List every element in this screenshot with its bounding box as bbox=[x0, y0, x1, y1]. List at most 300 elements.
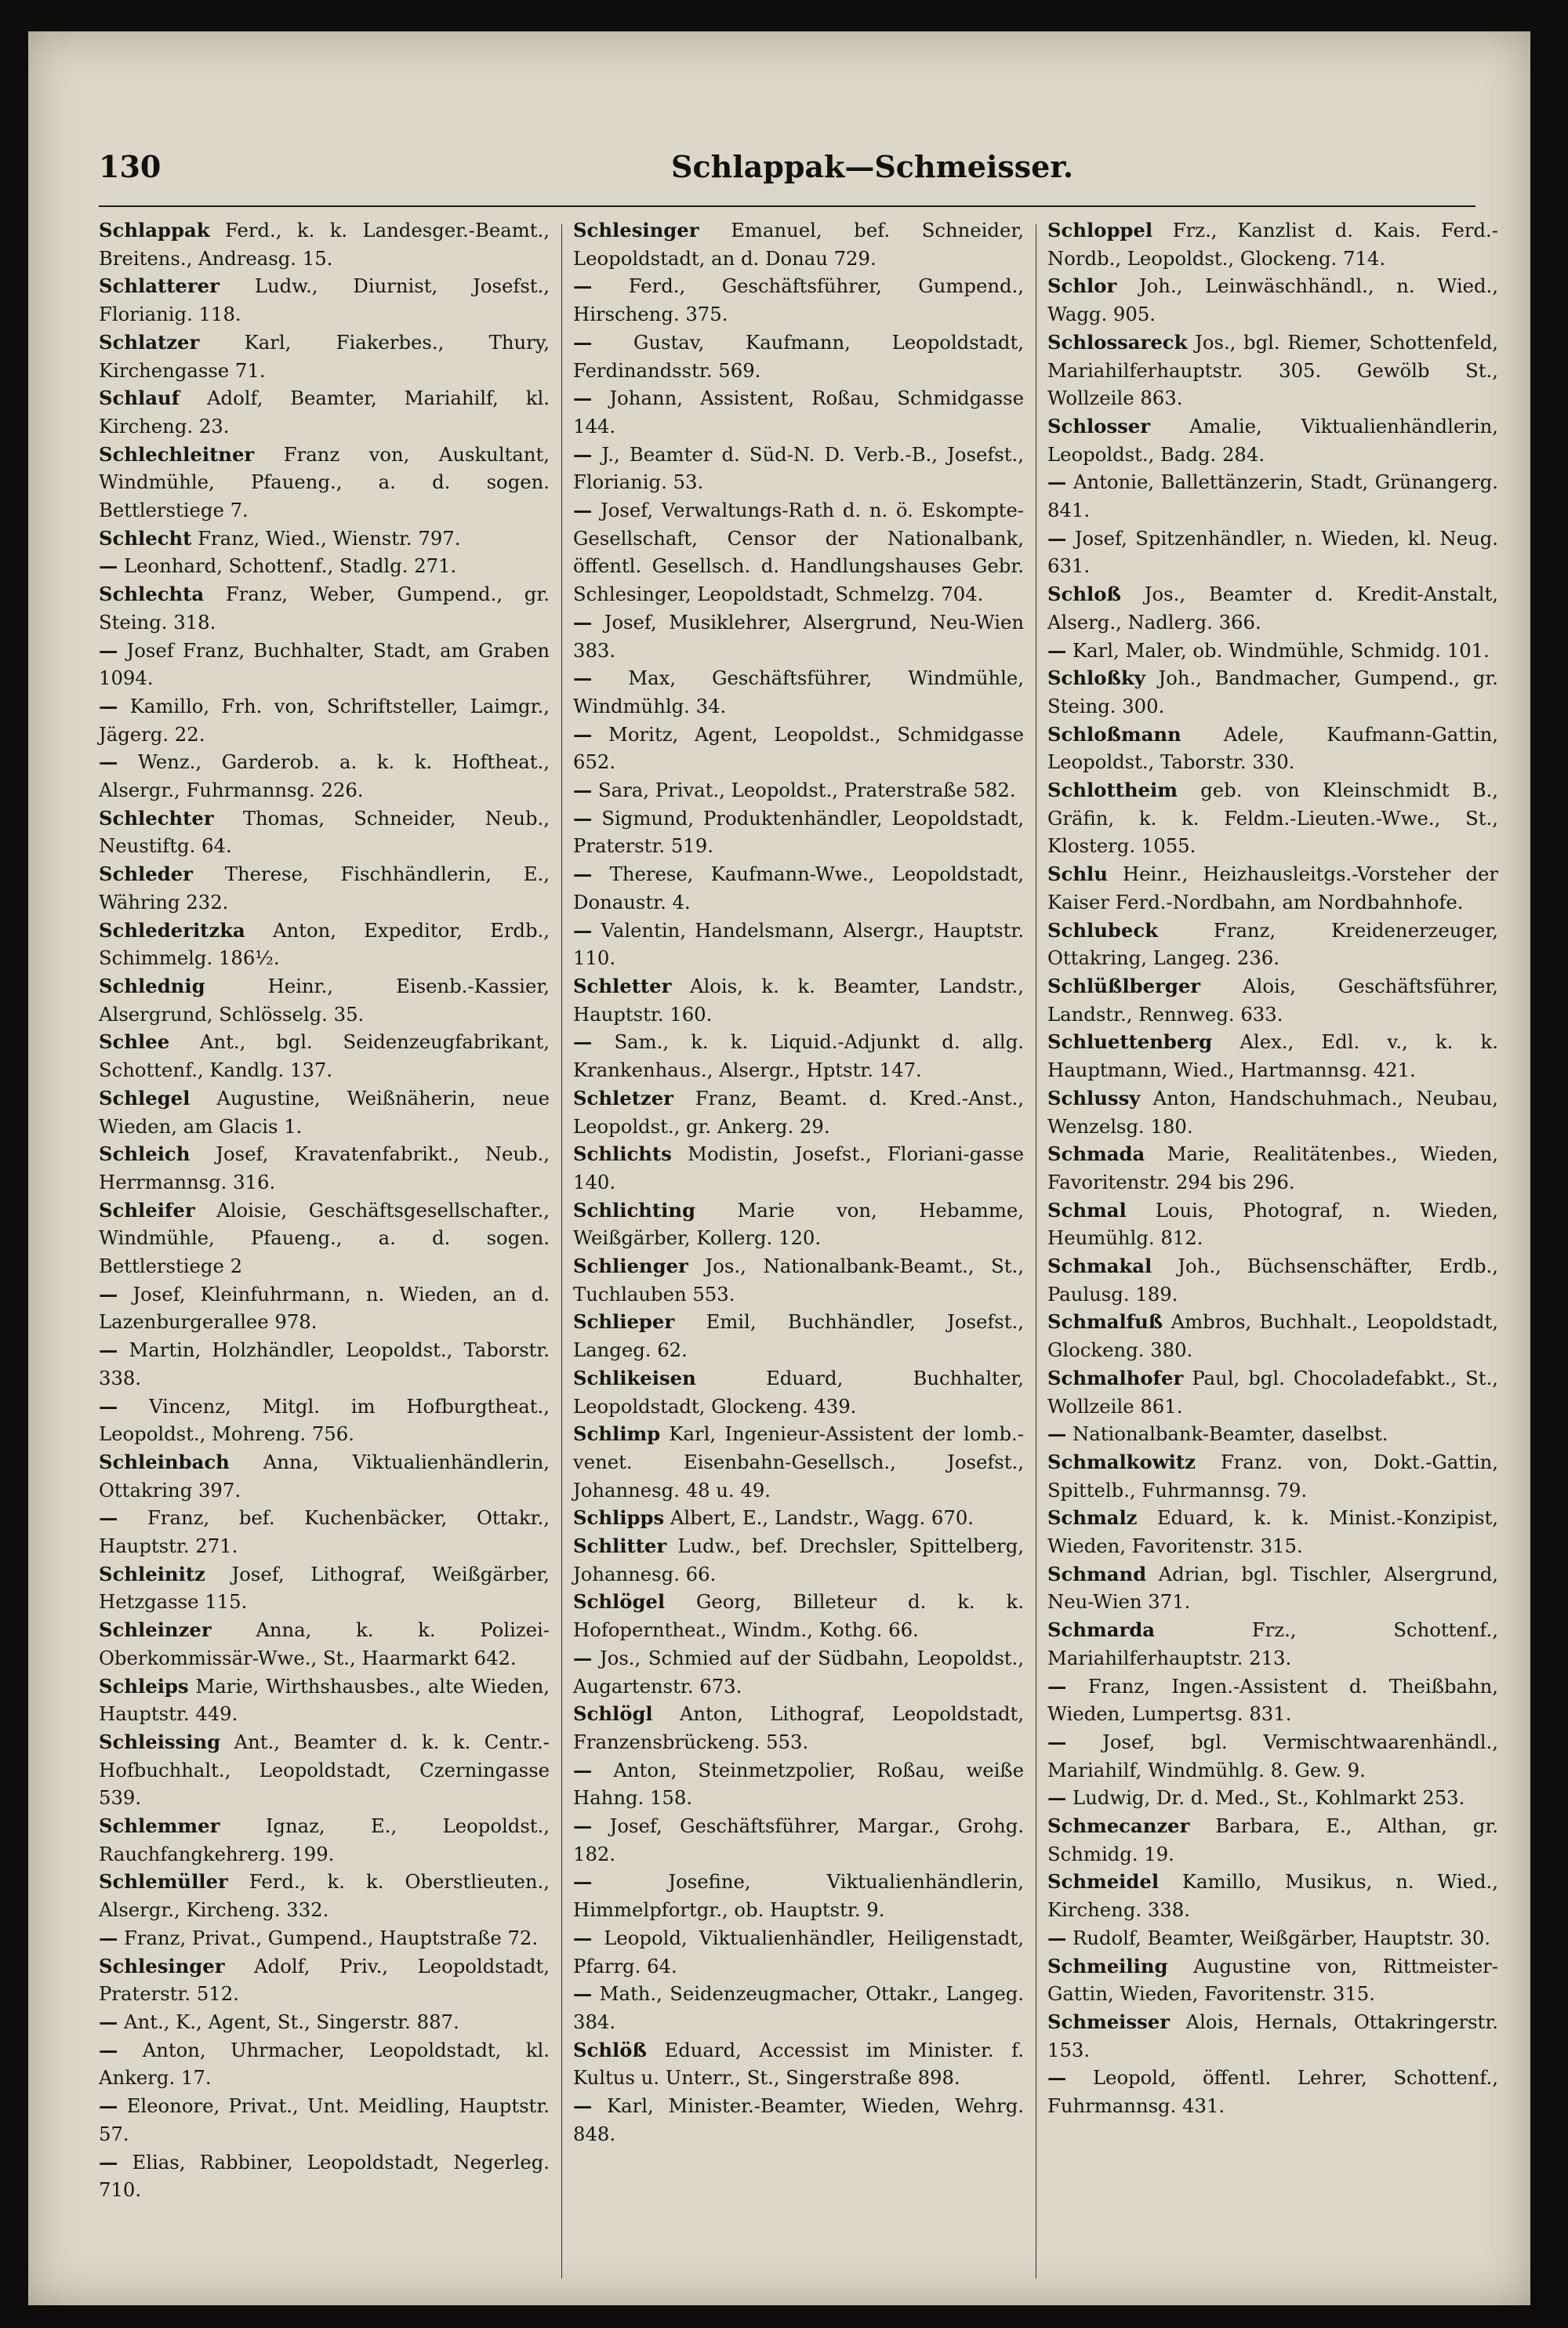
entry-details: Franz, Kreidenerzeuger, Ottakring, Langeg. 236. bbox=[1047, 918, 1498, 970]
directory-entry bbox=[1047, 1197, 1498, 1252]
entry-details: Gustav, Kaufmann, Leopoldstadt, Ferdinandsstr. 569. bbox=[573, 330, 1024, 382]
directory-entry bbox=[1047, 1448, 1498, 1504]
entry-details: Jos., Nationalbank-Beamt., St., Tuchlauben 553. bbox=[573, 1255, 1024, 1306]
entry-surname: Schlatterer bbox=[99, 274, 220, 298]
entry-details: Jos., Schmied auf der Südbahn, Leopoldst., Augartenstr. 673. bbox=[573, 1646, 1024, 1698]
entry-details: Alex., Edl. v., k. k. Hauptmann, Wied., Hartmannsg. 421. bbox=[1047, 1030, 1498, 1082]
entry-details: Sigmund, Produktenhändler, Leopoldstadt, Praterstr. 519. bbox=[573, 806, 1024, 858]
directory-entry bbox=[99, 1140, 550, 1196]
directory-entry bbox=[99, 1448, 550, 1504]
entry-surname: — bbox=[573, 1030, 593, 1054]
entry-details: Kamillo, Musikus, n. Wied., Kircheng. 338. bbox=[1047, 1870, 1498, 1922]
entry-surname: — bbox=[99, 1282, 118, 1306]
directory-entry bbox=[573, 776, 1024, 804]
entry-surname: Schlemüller bbox=[99, 1870, 228, 1894]
entry-details: Alois, Hernals, Ottakringerstr. 153. bbox=[1047, 2010, 1498, 2061]
entry-details: Marie, Wirthshausbes., alte Wieden, Hauptstr. 449. bbox=[99, 1674, 550, 1726]
entry-surname: — bbox=[99, 554, 118, 578]
entry-columns bbox=[99, 216, 1510, 2286]
directory-entry bbox=[1047, 1140, 1498, 1196]
entry-details: Math., Seidenzeugmacher, Ottakr., Langeg. 384. bbox=[573, 1982, 1024, 2033]
entry-surname: Schlussy bbox=[1047, 1086, 1141, 1110]
directory-entry bbox=[573, 216, 1024, 272]
entry-surname: Schloßmann bbox=[1047, 722, 1181, 746]
entry-surname: Schloß bbox=[1047, 583, 1121, 606]
directory-entry bbox=[99, 552, 550, 580]
entry-details: Antonie, Ballettänzerin, Stadt, Grünangerg. 841. bbox=[1047, 470, 1498, 522]
entry-details: Alois, k. k. Beamter, Landstr., Hauptstr. 160. bbox=[573, 974, 1024, 1026]
entry-surname: — bbox=[573, 666, 593, 690]
entry-surname: — bbox=[99, 750, 118, 774]
entry-details: Adolf, Beamter, Mariahilf, kl. Kircheng. 23. bbox=[99, 387, 550, 438]
entry-details: Josef, Geschäftsführer, Margar., Grohg. 182. bbox=[573, 1814, 1024, 1865]
entry-details: Augustine, Weißnäherin, neue Wieden, am Glacis 1. bbox=[99, 1086, 550, 1138]
entry-surname: Schletter bbox=[573, 974, 672, 997]
directory-entry bbox=[99, 1924, 550, 1952]
entry-surname: Schmeiling bbox=[1047, 1954, 1168, 1978]
entry-surname: — bbox=[573, 1926, 593, 1949]
entry-surname: Schmand bbox=[1047, 1562, 1147, 1585]
entry-details: Leopold, Viktualienhändler, Heiligenstadt, Pfarrg. 64. bbox=[573, 1926, 1024, 1978]
entry-details: Leopold, öffentl. Lehrer, Schottenf., Fuhrmannsg. 431. bbox=[1047, 2066, 1498, 2118]
running-head: Schlappak—Schmeisser. bbox=[671, 149, 1074, 184]
entry-details: Modistin, Josefst., Floriani-gasse 140. bbox=[573, 1142, 1024, 1193]
entry-surname: — bbox=[99, 1394, 118, 1418]
directory-page bbox=[28, 31, 1530, 2305]
directory-entry bbox=[99, 1197, 550, 1280]
entry-surname: Schlüßlberger bbox=[1047, 974, 1201, 997]
directory-entry bbox=[1047, 776, 1498, 860]
entry-surname: Schleips bbox=[99, 1674, 189, 1698]
entry-surname: Schloppel bbox=[1047, 219, 1153, 242]
directory-entry bbox=[1047, 2008, 1498, 2064]
page-header bbox=[99, 149, 1475, 196]
entry-surname: Schlor bbox=[1047, 274, 1117, 298]
entry-details: Franz, Privat., Gumpend., Hauptstraße 72. bbox=[124, 1926, 539, 1949]
directory-entry bbox=[99, 860, 550, 916]
entry-surname: Schlosser bbox=[1047, 414, 1151, 438]
entry-surname: Schlesinger bbox=[99, 1954, 225, 1978]
page-number: 130 bbox=[99, 149, 162, 184]
entry-details: Marie, Realitätenbes., Wieden, Favoritenstr. 294 bis 296. bbox=[1047, 1142, 1498, 1193]
directory-entry bbox=[573, 1028, 1024, 1084]
entry-details: Elias, Rabbiner, Leopoldstadt, Negerleg. 710. bbox=[99, 2150, 550, 2202]
entry-surname: — bbox=[1047, 1422, 1067, 1446]
entry-details: Josef, Musiklehrer, Alsergrund, Neu-Wien 383. bbox=[573, 610, 1024, 662]
directory-entry bbox=[1047, 525, 1498, 580]
entry-details: Josefine, Viktualienhändlerin, Himmelpfortgr., ob. Hauptstr. 9. bbox=[573, 1870, 1024, 1922]
entry-details: Anton, Expeditor, Erdb., Schimmelg. 186½. bbox=[99, 918, 550, 970]
entry-details: Franz, Beamt. d. Kred.-Anst., Leopoldst., gr. Ankerg. 29. bbox=[573, 1086, 1024, 1138]
directory-entry bbox=[1047, 216, 1498, 272]
entry-details: Frz., Schottenf., Mariahilferhauptstr. 213. bbox=[1047, 1618, 1498, 1669]
entry-details: Ludw., bef. Drechsler, Spittelberg, Johannesg. 66. bbox=[573, 1534, 1024, 1585]
entry-surname: Schlögl bbox=[573, 1702, 653, 1726]
entry-details: Anton, Lithograf, Leopoldstadt, Franzensbrückeng. 553. bbox=[573, 1702, 1024, 1753]
entry-details: Ambros, Buchhalt., Leopoldstadt, Glockeng. 380. bbox=[1047, 1310, 1498, 1362]
entry-surname: — bbox=[573, 1814, 593, 1838]
entry-details: Franz, Weber, Gumpend., gr. Steing. 318. bbox=[99, 583, 550, 634]
entry-surname: Schlottheim bbox=[1047, 779, 1178, 802]
directory-entry bbox=[573, 2036, 1024, 2092]
entry-surname: — bbox=[99, 2038, 118, 2061]
directory-entry bbox=[573, 496, 1024, 608]
entry-surname: Schlimp bbox=[573, 1422, 661, 1446]
directory-entry bbox=[1047, 917, 1498, 972]
entry-surname: Schlögel bbox=[573, 1590, 666, 1614]
directory-entry bbox=[573, 1197, 1024, 1252]
directory-entry bbox=[1047, 329, 1498, 412]
entry-details: Heinr., Heizhausleitgs.-Vorsteher der Kaiser Ferd.-Nordbahn, am Nordbahnhofe. bbox=[1047, 863, 1498, 913]
directory-entry bbox=[99, 972, 550, 1028]
directory-entry bbox=[1047, 1084, 1498, 1140]
entry-details: Wenz., Garderob. a. k. k. Hoftheat., Alsergr., Fuhrmannsg. 226. bbox=[99, 750, 550, 802]
entry-details: Eduard, Accessist im Minister. f. Kultus u. Unterr., St., Singerstraße 898. bbox=[573, 2038, 1024, 2090]
entry-details: Therese, Fischhändlerin, E., Währing 232. bbox=[99, 863, 550, 913]
entry-details: Nationalbank-Beamter, daselbst. bbox=[1073, 1422, 1388, 1446]
entry-details: Eleonore, Privat., Unt. Meidling, Hauptstr. 57. bbox=[99, 2094, 550, 2145]
entry-details: Eduard, k. k. Minist.-Konzipist, Wieden, Favoritenstr. 315. bbox=[1047, 1506, 1498, 1558]
entry-details: Franz. von, Dokt.-Gattin, Spittelb., Fuhrmannsg. 79. bbox=[1047, 1450, 1498, 1502]
directory-entry bbox=[1047, 1616, 1498, 1672]
entry-details: geb. von Kleinschmidt B., Gräfin, k. k. Feldm.-Lieuten.-Wwe., St., Klosterg. 1055. bbox=[1047, 779, 1498, 858]
entry-surname: Schlu bbox=[1047, 863, 1108, 886]
entry-surname: — bbox=[1047, 470, 1067, 494]
entry-surname: Schlieper bbox=[573, 1310, 675, 1334]
entry-details: Josef, Kravatenfabrikt., Neub., Herrmannsg. 316. bbox=[99, 1142, 550, 1193]
entry-details: J., Beamter d. Süd-N. D. Verb.-B., Josefst., Florianig. 53. bbox=[573, 442, 1024, 494]
entry-surname: Schluettenberg bbox=[1047, 1030, 1213, 1054]
entry-details: Valentin, Handelsmann, Alsergr., Hauptstr. 110. bbox=[573, 918, 1024, 970]
entry-surname: Schmal bbox=[1047, 1198, 1127, 1222]
entry-surname: Schletzer bbox=[573, 1086, 673, 1110]
directory-entry bbox=[99, 580, 550, 636]
entry-details: Johann, Assistent, Roßau, Schmidgasse 144. bbox=[573, 387, 1024, 438]
directory-entry bbox=[99, 525, 550, 553]
entry-details: Jos., bgl. Riemer, Schottenfeld, Mariahilferhauptstr. 305. Gewölb St., Wollzeile 863. bbox=[1047, 330, 1498, 410]
entry-surname: Schleich bbox=[99, 1142, 191, 1166]
entry-surname: — bbox=[1047, 2066, 1067, 2090]
entry-details: Rudolf, Beamter, Weißgärber, Hauptstr. 30. bbox=[1073, 1926, 1491, 1949]
entry-details: Kamillo, Frh. von, Schriftsteller, Laimgr., Jägerg. 22. bbox=[99, 694, 550, 746]
entry-details: Joh., Leinwäschhändl., n. Wied., Wagg. 905. bbox=[1047, 274, 1498, 326]
directory-entry bbox=[1047, 1308, 1498, 1364]
entry-surname: Schmakal bbox=[1047, 1255, 1152, 1278]
entry-surname: Schlipps bbox=[573, 1506, 665, 1530]
entry-surname: — bbox=[99, 638, 118, 662]
entry-details: Joh., Büchsenschäfter, Erdb., Paulusg. 189. bbox=[1047, 1255, 1498, 1306]
directory-entry bbox=[99, 804, 550, 860]
entry-surname: — bbox=[573, 722, 593, 746]
entry-details: Anton, Steinmetzpolier, Roßau, weiße Hahng. 158. bbox=[573, 1758, 1024, 1810]
directory-entry bbox=[99, 216, 550, 272]
entry-surname: Schlechta bbox=[99, 583, 205, 606]
directory-entry bbox=[99, 917, 550, 972]
entry-surname: — bbox=[1047, 1786, 1067, 1810]
directory-entry bbox=[1047, 721, 1498, 776]
directory-entry bbox=[573, 2092, 1024, 2148]
entry-details: Anna, Viktualienhändlerin, Ottakring 397. bbox=[99, 1450, 550, 1502]
entry-details: Ant., K., Agent, St., Singerstr. 887. bbox=[124, 2010, 459, 2033]
entry-surname: Schmarda bbox=[1047, 1618, 1155, 1642]
directory-entry bbox=[573, 1644, 1024, 1700]
entry-surname: Schlechter bbox=[99, 806, 214, 830]
directory-entry bbox=[99, 2148, 550, 2204]
directory-entry bbox=[99, 2008, 550, 2036]
directory-entry bbox=[573, 1700, 1024, 1756]
entry-surname: Schlederitzka bbox=[99, 918, 245, 942]
entry-details: Vincenz, Mitgl. im Hofburgtheat., Leopoldst., Mohreng. 756. bbox=[99, 1394, 550, 1446]
entry-surname: Schlitter bbox=[573, 1534, 667, 1558]
directory-entry bbox=[1047, 1728, 1498, 1784]
entry-surname: Schlichts bbox=[573, 1142, 672, 1166]
entry-surname: — bbox=[1047, 638, 1067, 662]
entry-details: Anton, Handschuhmach., Neubau, Wenzelsg. 180. bbox=[1047, 1086, 1498, 1138]
entry-surname: Schmeidel bbox=[1047, 1870, 1160, 1894]
entry-surname: Schlauf bbox=[99, 387, 180, 410]
entry-details: Emanuel, bef. Schneider, Leopoldstadt, an d. Donau 729. bbox=[573, 219, 1024, 270]
entry-details: Karl, Fiakerbes., Thury, Kirchengasse 71. bbox=[99, 330, 550, 382]
entry-details: Jos., Beamter d. Kredit-Anstalt, Alserg., Nadlerg. 366. bbox=[1047, 583, 1498, 634]
directory-entry bbox=[99, 692, 550, 748]
entry-surname: Schleinitz bbox=[99, 1562, 205, 1585]
directory-entry bbox=[573, 272, 1024, 328]
entry-details: Anna, k. k. Polizei-Oberkommissär-Wwe., St., Haarmarkt 642. bbox=[99, 1618, 550, 1669]
directory-entry bbox=[1047, 1812, 1498, 1868]
entry-surname: Schlienger bbox=[573, 1255, 688, 1278]
entry-details: Adele, Kaufmann-Gattin, Leopoldst., Taborstr. 330. bbox=[1047, 722, 1498, 774]
directory-entry bbox=[1047, 2064, 1498, 2119]
entry-details: Max, Geschäftsführer, Windmühle, Windmühlg. 34. bbox=[573, 666, 1024, 717]
entry-details: Louis, Photograf, n. Wieden, Heumühlg. 812. bbox=[1047, 1198, 1498, 1250]
entry-details: Sam., k. k. Liquid.-Adjunkt d. allg. Krankenhaus., Alsergr., Hptstr. 147. bbox=[573, 1030, 1024, 1082]
entry-surname: Schleissing bbox=[99, 1730, 221, 1753]
directory-entry bbox=[99, 2036, 550, 2092]
entry-surname: — bbox=[99, 1506, 118, 1530]
entry-surname: Schmalhofer bbox=[1047, 1366, 1184, 1389]
directory-entry bbox=[1047, 412, 1498, 468]
entry-details: Paul, bgl. Chocoladefabkt., St., Wollzeile 861. bbox=[1047, 1366, 1498, 1418]
directory-entry bbox=[573, 972, 1024, 1028]
entry-surname: Schleifer bbox=[99, 1198, 195, 1222]
directory-entry bbox=[99, 272, 550, 328]
entry-surname: — bbox=[573, 1870, 593, 1894]
entry-details: Franz, Wied., Wienstr. 797. bbox=[198, 526, 461, 550]
column-2 bbox=[573, 216, 1024, 2286]
entry-surname: — bbox=[99, 1338, 118, 1362]
directory-entry bbox=[1047, 580, 1498, 636]
entry-details: Georg, Billeteur d. k. k. Hofoperntheat., Windm., Kothg. 66. bbox=[573, 1590, 1024, 1642]
directory-entry bbox=[1047, 637, 1498, 665]
directory-entry bbox=[573, 1756, 1024, 1812]
directory-entry bbox=[573, 860, 1024, 916]
entry-details: Aloisie, Geschäftsgesellschafter., Windmühle, Pfaueng., a. d. sogen. Bettlerstiege 2 bbox=[99, 1198, 550, 1278]
entry-details: Alois, Geschäftsführer, Landstr., Rennweg. 633. bbox=[1047, 974, 1498, 1026]
entry-details: Karl, Maler, ob. Windmühle, Schmidg. 101. bbox=[1073, 638, 1490, 662]
entry-details: Ludw., Diurnist, Josefst., Florianig. 118. bbox=[99, 274, 550, 326]
entry-surname: Schlegel bbox=[99, 1086, 191, 1110]
directory-entry bbox=[1047, 972, 1498, 1028]
entry-details: Ferd., k. k. Oberstlieuten., Alsergr., Kircheng. 332. bbox=[99, 1870, 550, 1922]
entry-details: Franz, Ingen.-Assistent d. Theißbahn, Wieden, Lumpertsg. 831. bbox=[1047, 1674, 1498, 1726]
entry-surname: Schmalz bbox=[1047, 1506, 1138, 1530]
entry-details: Ludwig, Dr. d. Med., St., Kohlmarkt 253. bbox=[1073, 1786, 1465, 1810]
entry-details: Ant., bgl. Seidenzeugfabrikant, Schottenf., Kandlg. 137. bbox=[99, 1030, 550, 1082]
directory-entry bbox=[573, 441, 1024, 496]
directory-entry bbox=[573, 1420, 1024, 1504]
directory-entry bbox=[1047, 664, 1498, 720]
entry-details: Ferd., k. k. Landesger.-Beamt., Breitens., Andreasg. 15. bbox=[99, 219, 550, 270]
entry-surname: Schlikeisen bbox=[573, 1366, 696, 1389]
directory-entry bbox=[573, 384, 1024, 440]
entry-surname: — bbox=[573, 499, 593, 522]
entry-details: Josef, Verwaltungs-Rath d. n. ö. Eskompte-Gesellschaft, Censor der Nationalbank, öffentl. Gesellsch. d. Handlungshauses Gebr. Schlesinger, Leopoldstadt, Schmelzg. 704. bbox=[573, 499, 1024, 606]
directory-entry bbox=[573, 1084, 1024, 1140]
entry-surname: — bbox=[573, 330, 593, 354]
directory-entry bbox=[573, 608, 1024, 664]
directory-entry bbox=[573, 1140, 1024, 1196]
entry-details: Albert, E., Landstr., Wagg. 670. bbox=[670, 1506, 975, 1530]
entry-surname: Schlee bbox=[99, 1030, 170, 1054]
directory-entry bbox=[99, 637, 550, 692]
entry-details: Marie von, Hebamme, Weißgärber, Kollerg. 120. bbox=[573, 1198, 1024, 1250]
entry-surname: — bbox=[1047, 526, 1067, 550]
entry-details: Sara, Privat., Leopoldst., Praterstraße 582. bbox=[598, 779, 1016, 802]
directory-entry bbox=[1047, 1252, 1498, 1308]
column-3 bbox=[1047, 216, 1498, 2286]
entry-surname: Schmalfuß bbox=[1047, 1310, 1163, 1334]
entry-surname: — bbox=[573, 863, 593, 886]
directory-entry bbox=[99, 1280, 550, 1336]
directory-entry bbox=[573, 1504, 1024, 1532]
directory-entry bbox=[99, 1336, 550, 1392]
directory-entry bbox=[573, 1980, 1024, 2036]
entry-details: Ignaz, E., Leopoldst., Rauchfangkehrerg. 199. bbox=[99, 1814, 550, 1865]
directory-entry bbox=[99, 1560, 550, 1616]
entry-details: Eduard, Buchhalter, Leopoldstadt, Glockeng. 439. bbox=[573, 1366, 1024, 1418]
entry-details: Thomas, Schneider, Neub., Neustiftg. 64. bbox=[99, 806, 550, 858]
directory-entry bbox=[1047, 1364, 1498, 1420]
entry-details: Karl, Minister.-Beamter, Wieden, Wehrg. 848. bbox=[573, 2094, 1024, 2145]
directory-entry bbox=[1047, 1028, 1498, 1084]
directory-entry bbox=[573, 1588, 1024, 1643]
entry-surname: — bbox=[573, 1758, 593, 1781]
directory-entry bbox=[573, 1868, 1024, 1923]
entry-surname: Schmalkowitz bbox=[1047, 1450, 1196, 1473]
directory-entry bbox=[99, 1728, 550, 1812]
directory-entry bbox=[573, 1532, 1024, 1588]
entry-surname: Schloßky bbox=[1047, 666, 1145, 690]
directory-entry bbox=[1047, 1784, 1498, 1812]
entry-details: Barbara, E., Althan, gr. Schmidg. 19. bbox=[1047, 1814, 1498, 1865]
entry-surname: Schlecht bbox=[99, 526, 192, 550]
directory-entry bbox=[1047, 1504, 1498, 1560]
entry-surname: — bbox=[1047, 1674, 1067, 1698]
directory-entry bbox=[99, 748, 550, 804]
entry-details: Anton, Uhrmacher, Leopoldstadt, kl. Ankerg. 17. bbox=[99, 2038, 550, 2090]
directory-entry bbox=[99, 2092, 550, 2148]
directory-entry bbox=[99, 1812, 550, 1868]
directory-entry bbox=[1047, 1952, 1498, 2008]
entry-details: Amalie, Viktualienhändlerin, Leopoldst., Badg. 284. bbox=[1047, 414, 1498, 466]
entry-details: Moritz, Agent, Leopoldst., Schmidgasse 652. bbox=[573, 722, 1024, 774]
entry-details: Ferd., Geschäftsführer, Gumpend., Hirscheng. 375. bbox=[573, 274, 1024, 326]
directory-entry bbox=[573, 1308, 1024, 1364]
directory-entry bbox=[99, 384, 550, 440]
entry-surname: — bbox=[99, 2150, 118, 2174]
entry-surname: — bbox=[99, 1926, 118, 1949]
directory-entry bbox=[1047, 272, 1498, 328]
entry-surname: Schlednig bbox=[99, 974, 205, 997]
directory-entry bbox=[1047, 860, 1498, 916]
directory-entry bbox=[573, 664, 1024, 720]
directory-entry bbox=[573, 1252, 1024, 1308]
entry-surname: — bbox=[99, 2094, 118, 2118]
entry-surname: — bbox=[573, 1646, 593, 1669]
entry-details: Martin, Holzhändler, Leopoldst., Taborstr. 338. bbox=[99, 1338, 550, 1389]
entry-surname: — bbox=[573, 274, 593, 298]
directory-entry bbox=[99, 1504, 550, 1560]
directory-entry bbox=[99, 1672, 550, 1728]
entry-surname: — bbox=[99, 694, 118, 717]
header-rule bbox=[99, 205, 1475, 207]
entry-surname: — bbox=[573, 610, 593, 634]
entry-details: Adrian, bgl. Tischler, Alsergrund, Neu-Wien 371. bbox=[1047, 1562, 1498, 1614]
directory-entry bbox=[1047, 1420, 1498, 1448]
entry-surname: Schlubeck bbox=[1047, 918, 1158, 942]
entry-surname: Schlappak bbox=[99, 219, 210, 242]
entry-details: Josef, Spitzenhändler, n. Wieden, kl. Neug. 631. bbox=[1047, 526, 1498, 578]
entry-details: Emil, Buchhändler, Josefst., Langeg. 62. bbox=[573, 1310, 1024, 1362]
entry-surname: — bbox=[573, 2094, 593, 2118]
entry-surname: Schmecanzer bbox=[1047, 1814, 1190, 1838]
directory-entry bbox=[573, 804, 1024, 860]
entry-details: Ant., Beamter d. k. k. Centr.-Hofbuchhalt., Leopoldstadt, Czerningasse 539. bbox=[99, 1730, 550, 1810]
entry-surname: Schlesinger bbox=[573, 219, 699, 242]
entry-surname: — bbox=[573, 806, 593, 830]
entry-details: Heinr., Eisenb.-Kassier, Alsergrund, Schlösselg. 35. bbox=[99, 974, 550, 1026]
entry-surname: Schleder bbox=[99, 863, 193, 886]
entry-details: Joh., Bandmacher, Gumpend., gr. Steing. 300. bbox=[1047, 666, 1498, 717]
entry-surname: — bbox=[573, 442, 593, 466]
directory-entry bbox=[99, 1952, 550, 2008]
directory-entry bbox=[99, 1028, 550, 1084]
entry-surname: — bbox=[573, 387, 593, 410]
directory-entry bbox=[1047, 1672, 1498, 1728]
entry-surname: — bbox=[573, 1982, 593, 2006]
entry-details: Augustine von, Rittmeister-Gattin, Wieden, Favoritenstr. 315. bbox=[1047, 1954, 1498, 2006]
entry-details: Josef, Kleinfuhrmann, n. Wieden, an d. Lazenburgerallee 978. bbox=[99, 1282, 550, 1334]
entry-details: Therese, Kaufmann-Wwe., Leopoldstadt, Donaustr. 4. bbox=[573, 863, 1024, 913]
entry-surname: — bbox=[1047, 1926, 1067, 1949]
column-divider bbox=[561, 224, 562, 2279]
entry-surname: Schlossareck bbox=[1047, 330, 1188, 354]
directory-entry bbox=[1047, 468, 1498, 524]
directory-entry bbox=[1047, 1924, 1498, 1952]
entry-details: Leonhard, Schottenf., Stadlg. 271. bbox=[124, 554, 457, 578]
entry-surname: Schmada bbox=[1047, 1142, 1145, 1166]
directory-entry bbox=[1047, 1560, 1498, 1616]
entry-surname: — bbox=[573, 918, 593, 942]
entry-surname: Schmeisser bbox=[1047, 2010, 1171, 2033]
entry-details: Franz von, Auskultant, Windmühle, Pfaueng., a. d. sogen. Bettlerstiege 7. bbox=[99, 442, 550, 522]
entry-surname: Schleinzer bbox=[99, 1618, 212, 1642]
directory-entry bbox=[573, 1812, 1024, 1868]
directory-entry bbox=[99, 1084, 550, 1140]
directory-entry bbox=[573, 329, 1024, 384]
entry-surname: Schlechleitner bbox=[99, 442, 255, 466]
directory-entry bbox=[99, 1616, 550, 1672]
